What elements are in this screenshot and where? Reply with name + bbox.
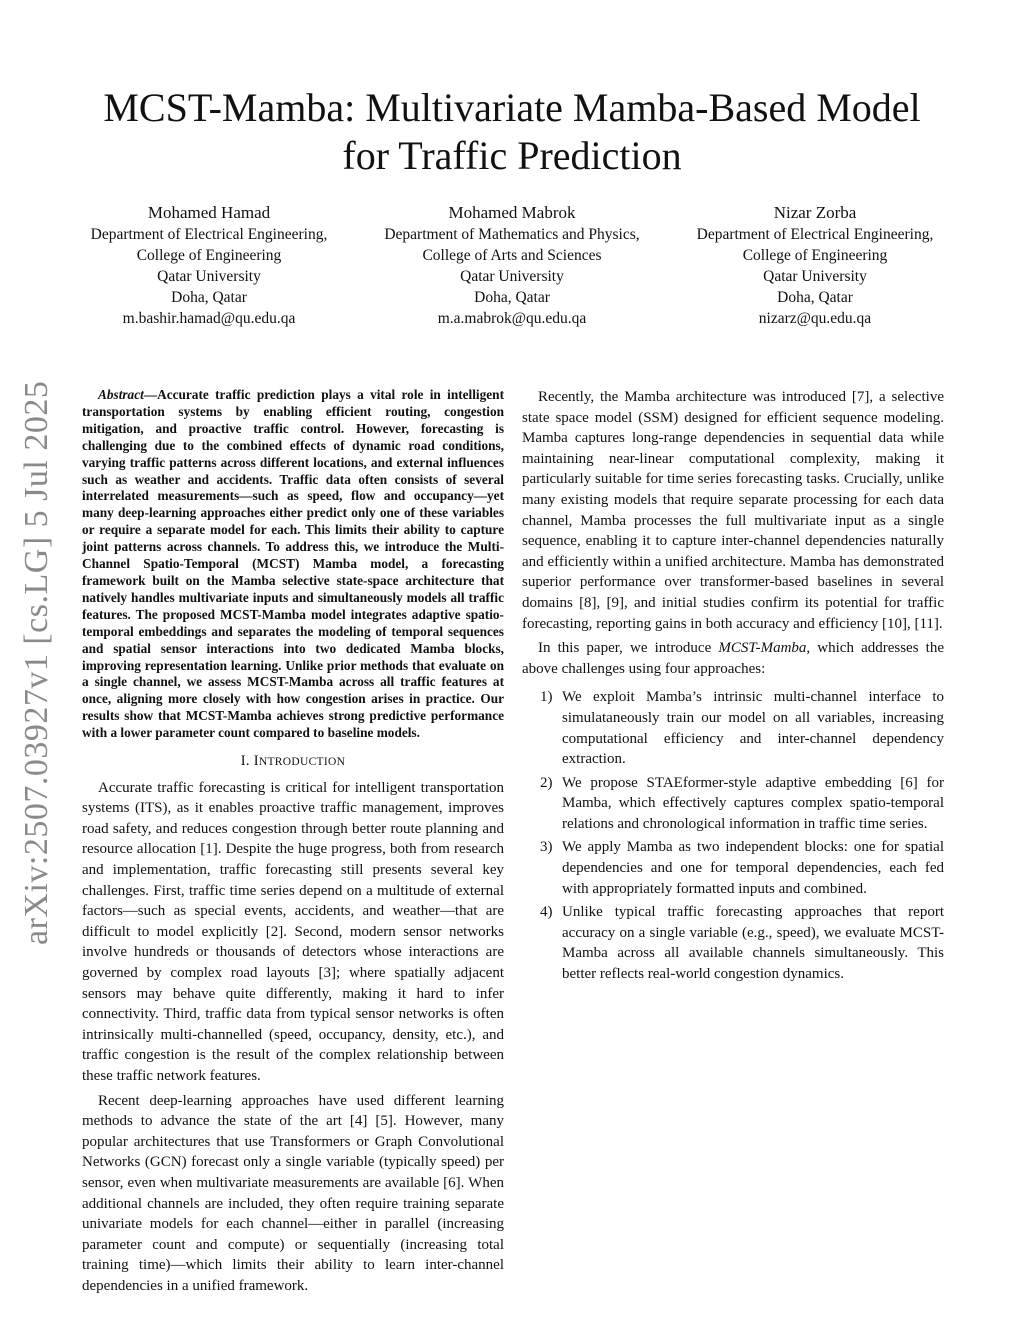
intro-paragraph-3: Recently, the Mamba architecture was introduced [7], a selective state space model (SSM) designed for efficient sequence modeling. Mamba captures long-range dependencies in sequential data while maintaining near-linear computational complexity, making it particularly suitable for time series forecasting tasks. Crucially, unlike many existing models that require separate processing for each data channel, Mamba processes the full multivariate input as a single sequence, enabling it to capture inter-channel dependencies naturally and efficiently within a unified architecture. Mamba has demonstrated superior performance over transformer-based baselines in several domains [8], [9], and initial studies confirm its potential for traffic forecasting, reporting gains in both accuracy and efficiency [10], [11]. (522, 389, 944, 632)
approaches-list (522, 687, 944, 984)
list-item-number: 2) (540, 774, 553, 791)
arxiv-identifier[interactable]: arXiv:2507.03927v1 [cs.LG] 5 Jul 2025 (18, 380, 55, 945)
paragraph-text: In this paper, we introduce (538, 640, 719, 657)
paper-title-line-1: MCST-Mamba: Multivariate Mamba-Based Model (103, 85, 921, 130)
list-item-number: 3) (540, 839, 553, 856)
author-location: Doha, Qatar (171, 289, 247, 306)
list-item (522, 902, 944, 984)
author-college: College of Arts and Sciences (422, 247, 602, 264)
right-column (522, 387, 944, 988)
author-department: Department of Electrical Engineering, (696, 226, 934, 243)
author-name: Mohamed Mabrok (448, 203, 576, 222)
paragraph-text: , which addresses the above challenges using four approaches: (522, 640, 944, 677)
list-item-text: We propose STAEformer-style adaptive embedding [6] for Mamba, which effectively captures complex spatio-temporal relations and chronological information in traffic time series. (562, 774, 944, 832)
author-location: Doha, Qatar (777, 289, 853, 306)
model-name-emphasis: MCST-Mamba (718, 640, 807, 657)
author-email[interactable]: m.a.mabrok@qu.edu.qa (437, 310, 587, 327)
paper-title (60, 84, 964, 180)
list-item (522, 837, 944, 899)
intro-paragraph-4 (522, 638, 944, 679)
author-name: Nizar Zorba (773, 203, 857, 222)
paper-title-line-2: for Traffic Prediction (342, 133, 682, 178)
author-name: Mohamed Hamad (147, 203, 271, 222)
section-number: I. (240, 753, 254, 770)
author-email[interactable]: nizarz@qu.edu.qa (758, 310, 872, 327)
intro-paragraph-1: Accurate traffic forecasting is critical for intelligent transportation systems (ITS), as it enables proactive traffic management, improves road safety, and reduces congestion through better route planning and resource allocation [1]. Despite the huge progress, both from research and implementation, traffic forecasting still presents several key challenges. First, traffic time series depend on a multitude of external factors—such as special events, accidents, and weather—that are difficult to model explicitly [2]. Second, modern sensor networks involve hundreds or thousands of detectors whose interactions are governed by complex road layouts [3]; where spatially adjacent sensors may behave quite differently, making it hard to infer connectivity. Third, traffic data from typical sensor networks is often intrinsically multi-channelled (speed, occupancy, density, etc.), and traffic congestion is the result of the complex relationship between these traffic network features. (82, 779, 504, 1084)
list-item-text: We apply Mamba as two independent blocks: one for spatial dependencies and one for temporal dependencies, each fed with appropriately formatted inputs and combined. (562, 839, 944, 897)
intro-paragraph-2: Recent deep-learning approaches have used different learning methods to advance the state of the art [4] [5]. However, many popular architectures that use Transformers or Graph Convolutional Networks (GCN) forecast only a single variable (typically speed) per sensor, even when multivariate measurements are available [6]. When additional channels are included, they often require training separate univariate models for each channel—either in parallel (increasing parameter count and compute) or sequentially (increasing total training time)—which limits their ability to learn inter-channel dependencies in a unified framework. (82, 1092, 504, 1294)
author-block (80, 202, 944, 332)
list-item-number: 1) (540, 689, 553, 706)
list-item (522, 687, 944, 769)
section-title-initial: I (253, 753, 259, 770)
author-email[interactable]: m.bashir.hamad@qu.edu.qa (122, 310, 296, 327)
list-item-text: We exploit Mamba’s intrinsic multi-channel interface to simulataneously train our model on all variables, increasing computational efficiency and inter-channel dependency extraction. (562, 689, 944, 768)
list-item-text: Unlike typical traffic forecasting approaches that report accuracy on a single variable (e.g., speed), we evaluate MCST-Mamba across all available channels simultaneously. This better reflects real-world congestion dynamics. (562, 904, 944, 983)
author-university: Qatar University (763, 268, 867, 285)
abstract-label: Abstract (98, 387, 144, 402)
section-title-rest: NTRODUCTION (258, 756, 346, 769)
author-3 (670, 202, 960, 329)
author-university: Qatar University (460, 268, 564, 285)
author-2 (370, 202, 654, 329)
abstract (82, 387, 504, 742)
author-college: College of Engineering (742, 247, 888, 264)
author-1 (64, 202, 354, 329)
author-department: Department of Mathematics and Physics, (384, 226, 640, 243)
section-heading-introduction (82, 751, 504, 773)
list-item (522, 773, 944, 835)
list-item-number: 4) (540, 904, 553, 921)
abstract-text: —Accurate traffic prediction plays a vital role in intelligent transportation systems by enabling efficient routing, congestion mitigation, and proactive traffic control. However, forecasting is challenging due to the combined effects of dynamic road conditions, varying traffic patterns across different locations, and external influences such as weather and accidents. Traffic data often consists of several interrelated measurements—such as speed, flow and occupancy—yet many deep-learning approaches either predict only one of these variables or require a separate model for each. This limits their ability to capture joint patterns across channels. To address this, we introduce the Multi-Channel Spatio-Temporal (MCST) Mamba model, a forecasting framework built on the Mamba selective state-space architecture that natively handles multivariate inputs and simultaneously models all traffic features. The proposed MCST-Mamba model integrates adaptive spatio-temporal embeddings and separates the modeling of temporal sequences and spatial sensor interactions into two dedicated Mamba blocks, improving representation learning. Unlike prior methods that evaluate on a single channel, we assess MCST-Mamba across all traffic features at once, aligning more closely with how congestion arises in practice. Our results show that MCST-Mamba achieves strong predictive performance with a lower parameter count compared to baseline models. (82, 387, 504, 741)
left-column (82, 387, 504, 1300)
author-college: College of Engineering (136, 247, 282, 264)
author-location: Doha, Qatar (474, 289, 550, 306)
author-university: Qatar University (157, 268, 261, 285)
author-department: Department of Electrical Engineering, (90, 226, 328, 243)
